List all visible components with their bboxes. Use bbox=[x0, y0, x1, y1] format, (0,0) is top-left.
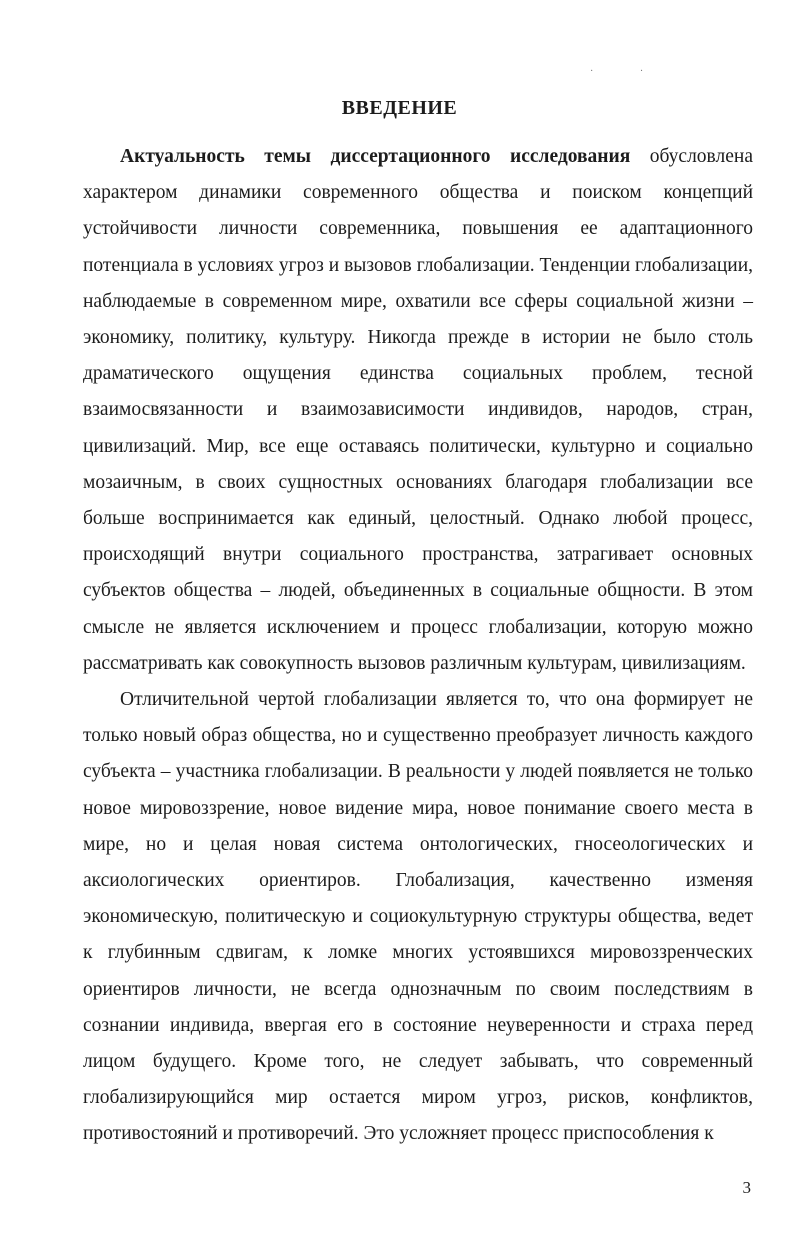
paragraph-lead: Актуальность темы диссертационного исследования bbox=[120, 146, 631, 167]
page-number: 3 bbox=[742, 1178, 751, 1197]
page-title: ВВЕДЕНИЕ bbox=[341, 97, 458, 119]
paragraph-globalization bbox=[83, 682, 753, 1153]
body-text bbox=[83, 139, 753, 1153]
paragraph-text: обусловлена характером динамики современного общества и поиском концепций устойчивости личности современника, повышения ее адаптационного потенциала в условиях угроз и вызовов глобализации. Тенденции глобализации, наблюдаемые в современном мире, охватили все сферы социальной жизни – экономику, политику, культуру. Никогда прежде в истории не было столь драматического ощущения единства социальных проблем, тесной взаимосвязанности и взаимозависимости индивидов, народов, стран, цивилизаций. Мир, все еще оставаясь политически, культурно и социально мозаичным, в своих сущностных основаниях благодаря глобализации все больше воспринимается как единый, целостный. Однако любой процесс, происходящий внутри социального пространства, затрагивает основных субъектов общества – людей, объединенных в социальные общности. В этом смысле не является исключением и процесс глобализации, которую можно рассматривать как совокупность вызовов различным культурам, цивилизациям. bbox=[83, 146, 753, 674]
paragraph-relevance bbox=[83, 139, 753, 682]
scan-specks: · · bbox=[590, 66, 666, 77]
paragraph-text: Отличительной чертой глобализации является то, что она формирует не только новый образ общества, но и существенно преобразует личность каждого субъекта – участника глобализации. В реальности у людей появляется не только новое мировоззрение, новое видение мира, новое понимание своего места в мире, но и целая новая система онтологических, гносеологических и аксиологических ориентиров. Глобализация, качественно изменяя экономическую, политическую и социокультурную структуры общества, ведет к глубинным сдвигам, к ломке многих устоявшихся мировоззренческих ориентиров личности, не всегда однозначным по своим последствиям в сознании индивида, ввергая его в состояние неуверенности и страха перед лицом будущего. Кроме того, не следует забывать, что современный глобализирующийся мир остается миром угроз, рисков, конфликтов, противостояний и противоречий. Это усложняет процесс приспособления к bbox=[83, 689, 753, 1145]
